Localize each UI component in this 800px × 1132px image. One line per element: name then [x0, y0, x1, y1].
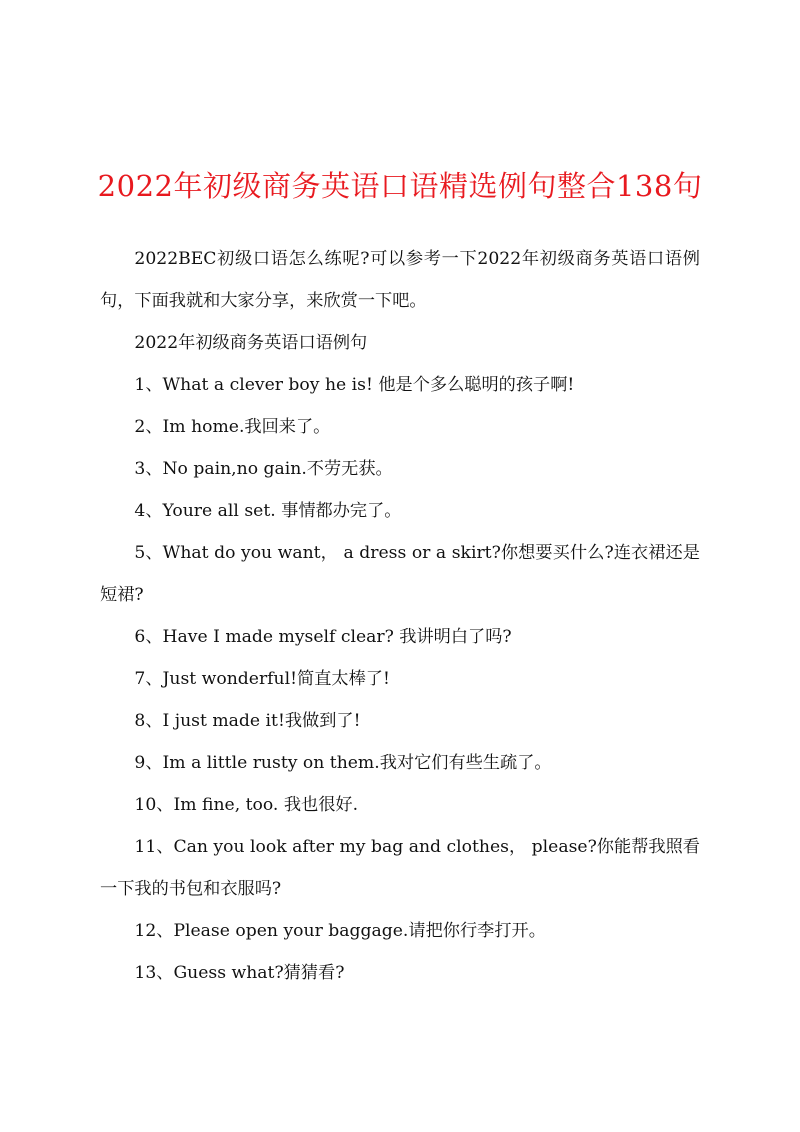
sentence-item: 13、Guess what?猜猜看?	[134, 963, 345, 983]
sentence-item: 6、Have I made myself clear? 我讲明白了吗?	[134, 627, 512, 647]
document-title: 2022年初级商务英语口语精选例句整合138句	[97, 169, 703, 203]
sentence-item: 3、No pain,no gain.不劳无获。	[134, 459, 393, 479]
subheading: 2022年初级商务英语口语例句	[134, 333, 368, 353]
sentence-item: 8、I just made it!我做到了!	[134, 711, 361, 731]
sentence-item: 9、Im a little rusty on them.我对它们有些生疏了。	[134, 753, 552, 773]
sentence-item: 10、Im fine, too. 我也很好.	[134, 795, 359, 815]
sentence-item: 4、Youre all set. 事情都办完了。	[134, 501, 402, 521]
sentence-item: 7、Just wonderful!简直太棒了!	[134, 669, 390, 689]
intro-paragraph: 2022BEC初级口语怎么练呢?可以参考一下2022年初级商务英语口语例句，下面我就和大家分享，来欣赏一下吧。	[100, 249, 700, 311]
sentence-item: 1、What a clever boy he is! 他是个多么聪明的孩子啊!	[134, 375, 575, 395]
sentence-item: 2、Im home.我回来了。	[134, 417, 331, 437]
document-body	[100, 238, 700, 994]
sentence-item: 12、Please open your baggage.请把你行李打开。	[134, 921, 546, 941]
sentence-item: 11、Can you look after my bag and clothes， please?你能帮我照看一下我的书包和衣服吗?	[100, 837, 700, 899]
sentence-item: 5、What do you want， a dress or a skirt?你想要买什么?连衣裙还是短裙?	[100, 543, 700, 605]
